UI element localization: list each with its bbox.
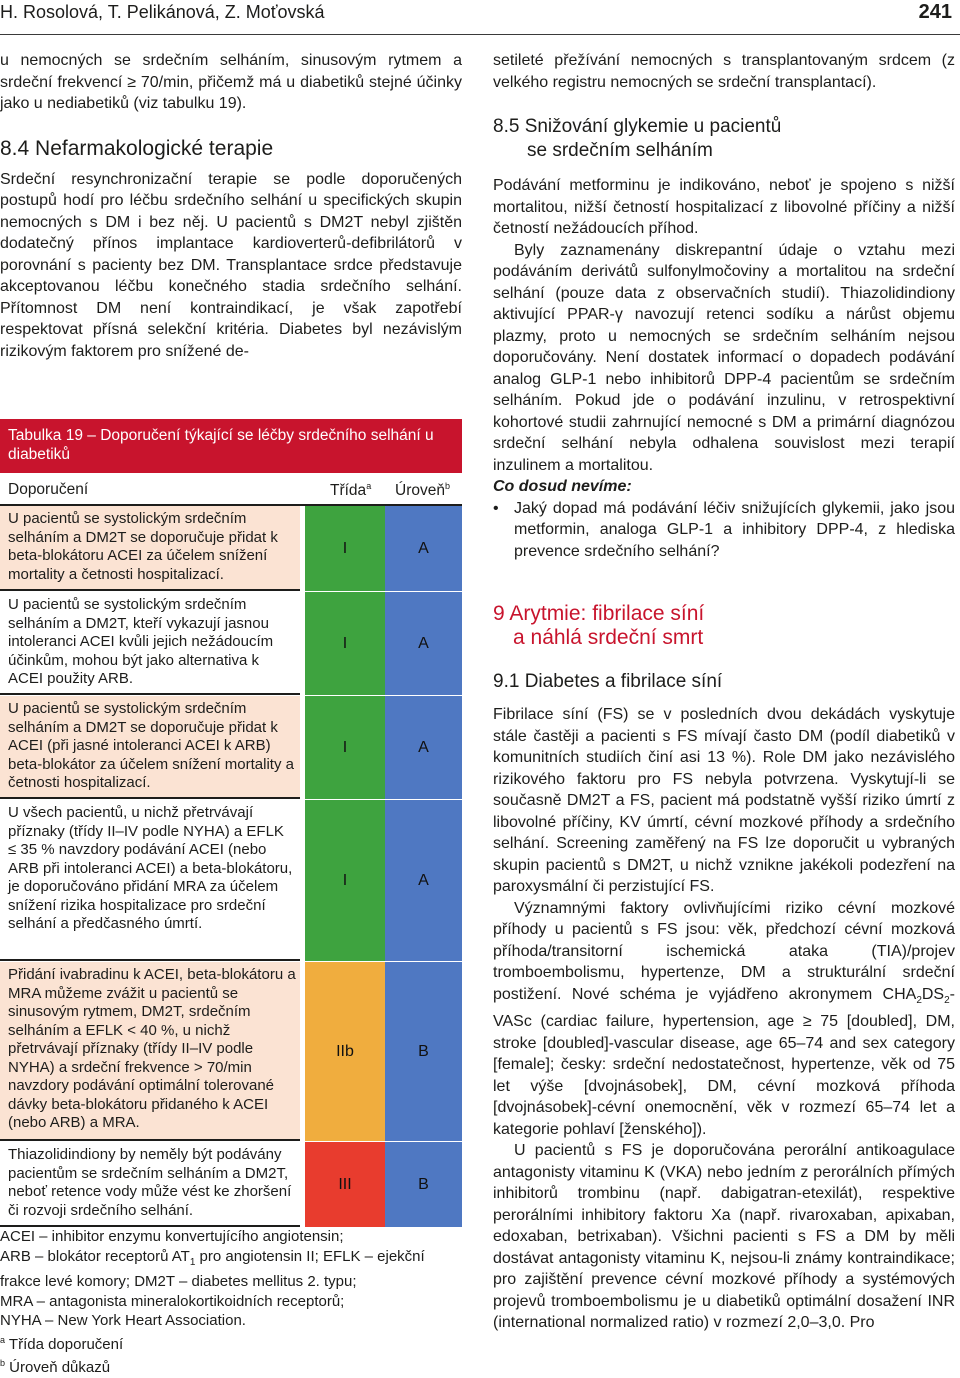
row-text: U všech pacientů, u nichž přetrvávají příznaky (třídy II–IV podle NYHA) a EFLK ≤ 35 % navzdory podávání ACEI (nebo ARB při intoleranci ACEI) a beta-blokátoru, je doporučováno přidání MRA za účelem snížení rizika hospitalizace pro srdeční selhání a předčasného úmrtí. (0, 800, 300, 961)
paragraph-glycemia-drugs: Byly zaznamenány diskrepantní údaje o vztahu mezi podáváním derivátů sulfonylmočoviny a mortalitou na srdeční selhání (pouze data z observačních studií). Thiazolidindiony aktivující PPAR-γ navozují retenci sodíku a nárůst objemu plazmy, proto u nemocných se srdečním selháním nejsou doporučovány. Není dostatek informací o dopadech podávání analog GLP-1 nebo inhibitorů DPP-4 pacientům se srdečním selháním. Pokud jde o podávání inzulinu, v retrospektivní kohortové studii zahrnující nemocné s DM a primární diagnózou srdeční selhání nebyla odhalena souvislost mezi terapií inzulinem a mortalitou. (493, 241, 955, 474)
table-row (0, 962, 462, 1142)
bullet-icon: • (493, 499, 499, 517)
row-class: I (305, 506, 385, 591)
section-8-4-title: 8.4 Nefarmakologické terapie (0, 136, 274, 160)
table-footnotes (0, 1227, 462, 1378)
right-column (493, 50, 955, 1334)
row-class: I (305, 800, 385, 961)
page-number: 241 (918, 1, 952, 23)
row-class: I (305, 696, 385, 799)
row-level: A (385, 592, 462, 695)
row-text: U pacientů se systolickým srdečním selháním a DM2T, kteří vykazují jasnou intoleranci ACEI kvůli jejich nežádoucím účinkům, mohou být jako alternativa k ACEI použity ARB. (0, 592, 300, 695)
table-row (0, 592, 462, 696)
page-header (0, 0, 960, 26)
row-level: A (385, 800, 462, 961)
table-19 (0, 419, 462, 1228)
row-level: B (385, 962, 462, 1141)
row-class: IIb (305, 962, 385, 1141)
row-class: I (305, 592, 385, 695)
header-class: Třída$^a$ (330, 481, 372, 500)
row-text: Přidání ivabradinu k ACEI, beta-blokátoru a MRA můžeme zvážit u pacientů se sinusovým rytmem, DM2T, srdečním selháním a EFLK < 40 %, u nichž přetrvávají příznaky (třídy II–IV podle NYHA) a srdeční frekvence > 70/min navzdory podávání optimální tolerované dávky beta-blokátoru přidaného k ACEI (nebo ARB) a MRA. (0, 962, 300, 1141)
footnote-abbr-acei: ACEI – inhibitor enzymu konvertujícího angiotensin; (0, 1228, 344, 1245)
row-level: B (385, 1142, 462, 1227)
header-level: Úroveň$^b$ (395, 481, 450, 500)
row-level: A (385, 696, 462, 799)
paragraph-metformin: Podávání metforminu je indikováno, neboť je spojeno s nižší mortalitou, nižší četností hospitalizací z libovolné příčiny a nižší četností nežádoucích příhod. (493, 177, 955, 237)
row-text: U pacientů se systolickým srdečním selháním a DM2T se doporučuje přidat k beta-blokátoru ACEI za účelem snížení mortality a četnosti hospitalizací. (0, 506, 300, 591)
footnote-a: $^a$ Třída doporučení (0, 1334, 124, 1353)
running-head-authors: H. Rosolová, T. Pelikánová, Z. Moťovská (0, 2, 325, 22)
section-9-1-title: 9.1 Diabetes a fibrilace síní (493, 671, 723, 692)
paragraph-af-diabetes: Fibrilace síní (FS) se v posledních dvou dekádách vyskytuje stále častěji a pacienti s FS mívají často DM (podíl diabetiků v komunitních studiích činí asi 13 %). Role DM jako nezávislého rizikového faktoru pro FS nebyla potvrzena. Vyskytují-li se současně DM2T a FS, pacient má podstatně vyšší riziko úmrtí z libovolné příčiny, KV úmrtí, cévní mozkové příhody a srdečního selhání. Screening zaměřený na FS lze doporučit u vybraných skupin pacientů s DM2T, u nichž vznikne jakékoli podezření na paroxysmální či perzistující FS. (493, 706, 955, 895)
table-row (0, 506, 462, 592)
paragraph-transplant-end: setileté přežívání nemocných s transplantovaným srdcem (z velkého registru nemocných se srdeční transplantací). (493, 52, 955, 91)
left-column (0, 50, 462, 362)
header-rule (0, 34, 960, 35)
header-recommendation: Doporučení (8, 481, 89, 498)
table-row (0, 800, 462, 962)
unknown-bullet: • Jaký dopad má podávání léčiv snižujících glykemii, jako jsou metformin, analoga GLP-1 a inhibitory DPP-4, z hlediska prevence srdečního selhání? (493, 498, 955, 563)
section-8-5-title: 8.5 Snižování glykemie u pacientů se srdečním selháním (493, 116, 782, 161)
table-title: Tabulka 19 – Doporučení týkající se léčby srdečního selhání u diabetiků (0, 419, 462, 473)
row-level: A (385, 506, 462, 591)
footnote-b: $^b$ Úroveň důkazů (0, 1358, 111, 1376)
unknown-label: Co dosud nevíme: (493, 478, 632, 495)
row-text: Thiazolidindiony by neměly být podávány pacientům se srdečním selháním a DM2T, neboť retence vody může vést ke zhoršení či rozvoji srdečního selhání. (0, 1142, 300, 1227)
chapter-9-title: 9 Arytmie: fibrilace síní a náhlá srdeční smrt (493, 602, 705, 649)
paragraph-intro: u nemocných se srdečním selháním, sinusovým rytmem a srdeční frekvencí ≥ 70/min, přičemž má u diabetiků stejné účinky jako u nediabetiků (viz tabulku 19). (0, 52, 462, 112)
footnote-abbr-arb: ARB – blokátor receptorů $AT_1$ pro angiotensin II; EFLK – ejekční frakce levé komory; DM2T – diabetes mellitus 2. typu; (0, 1247, 425, 1290)
footnote-abbr-mra: MRA – antagonista mineralokortikoidních receptorů; (0, 1292, 345, 1310)
paragraph-anticoagulation: U pacientů s FS je doporučována perorální antikoagulace antagonisty vitaminu K (VKA) nebo jedním z perorálních přímých inhibitorů trombinu (např. dabigatran-etexilát), respektive perorálními inhibitory faktoru Xa (např. rivaroxaban, apixaban, edoxaban, betrixaban). Všichni pacienti s FS a DM by měli dostávat antagonisty vitaminu K, nejsou-li známy kontraindikace; pro zajištění prevence cévní mozkové příhody a systémových projevů tromboembolismu je u diabetiků optimální dosažení INR (international normalized ratio) v rozmezí 2,0–3,0. Pro (493, 1142, 955, 1332)
footnote-abbr-nyha: NYHA – New York Heart Association. (0, 1312, 246, 1329)
table-row (0, 1142, 462, 1228)
row-text: U pacientů se systolickým srdečním selháním a DM2T se doporučuje přidat k ACEI (při jasné intoleranci ACEI k ARB) beta-blokátor za účelem snížení mortality a četnosti hospitalizací. (0, 696, 300, 799)
paragraph-nonpharm: Srdeční resynchronizační terapie se podle doporučených postupů hodí pro léčbu srdečního selhání u specifických skupin nemocných s DM i bez něj. U pacientů s DM2T nebyl zjištěn dodatečný přínos implantace kardioverterů-defibrilátorů v porovnání s pacienty bez DM. Transplantace srdce představuje akceptovanou léčbu konečného stadia srdečního selhání. Přítomnost DM není kontraindikací, je však zapotřebí respektovat přísná selekční kritéria. Diabetes byl nezávislým rizikovým faktorem pro snížené de- (0, 170, 462, 360)
paragraph-stroke-risk: Významnými faktory ovlivňujícími riziko cévní mozkové příhody u pacientů s FS jsou: věk, předchozí cévní mozková příhoda/transitorní ischemická ataka (TIA)/projev tromboembolismu, hypertenze, DM a strukturální srdeční postižení. Nové schéma je vyjádřeno akronymem $CHA_2DS_2$-VASc (cardiac failure, hypertension, age ≥ 75 [doubled], DM, stroke [doubled]-vascular disease, age 65–74 and sex category [female]; česky: srdeční nedostatečnost, hypertenze, věk od 75 let výše [dvojnásobek], DM, cévní mozková příhoda [dvojnásobek]-cévní onemocnění, věk v rozmezí 65–74 let a kategorie pohlaví [ženského]). (493, 899, 955, 1138)
table-header (0, 478, 462, 506)
table-row (0, 696, 462, 800)
row-class: III (305, 1142, 385, 1227)
